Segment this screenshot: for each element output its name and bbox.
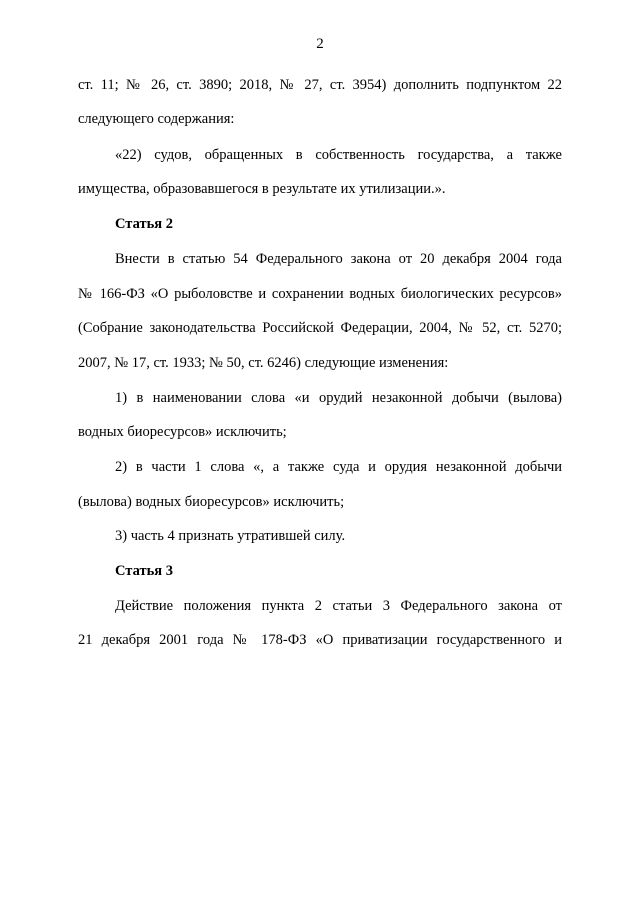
text-line: (вылова) водных биоресурсов» исключить; [78,494,345,510]
text-line: водных биоресурсов» исключить; [78,424,287,440]
text-line: имущества, образовавшегося в результате их утилизации.». [78,181,446,197]
text-line: № 166-ФЗ «О рыболовстве и сохранении водных биологических ресурсов» [78,286,562,302]
text-line: 21 декабря 2001 года № 178-ФЗ «О приватизации государственного и [78,632,562,648]
text-line: 3) часть 4 признать утратившей силу. [115,528,346,544]
page-number: 2 [316,36,324,52]
text-line: (Собрание законодательства Российской Федерации, 2004, № 52, ст. 5270; [78,320,562,336]
article-heading: Статья 2 [115,216,173,232]
text-line: 2) в части 1 слова «, а также суда и орудия незаконной добычи [115,459,562,475]
text-line: Внести в статью 54 Федерального закона от 20 декабря 2004 года [115,251,562,267]
text-line: 2007, № 17, ст. 1933; № 50, ст. 6246) следующие изменения: [78,355,449,371]
text-line: 1) в наименовании слова «и орудий незаконной добычи (вылова) [115,390,562,406]
text-line: Действие положения пункта 2 статьи 3 Федерального закона от [115,598,562,614]
text-line: «22) судов, обращенных в собственность государства, а также [115,147,562,163]
text-line: следующего содержания: [78,111,235,127]
text-line: ст. 11; № 26, ст. 3890; 2018, № 27, ст. 3954) дополнить подпунктом 22 [78,77,562,93]
article-heading: Статья 3 [115,563,173,579]
